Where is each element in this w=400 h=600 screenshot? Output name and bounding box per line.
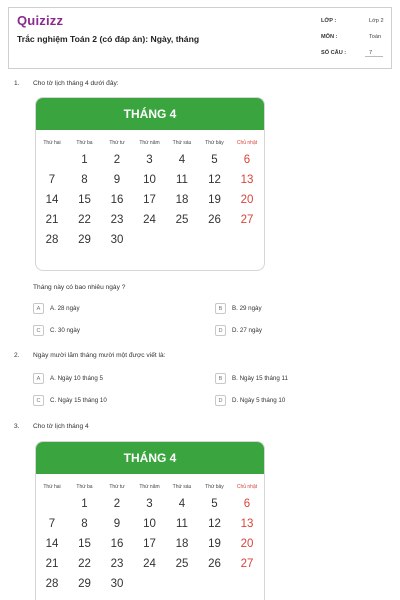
calendar-day: 8 xyxy=(81,518,88,530)
calendar-day: 13 xyxy=(240,518,254,530)
calendar-day: 18 xyxy=(175,194,189,206)
worksheet-meta xyxy=(321,14,391,62)
question-2-number: 2. xyxy=(14,352,20,359)
meta-class-label: LỚP : xyxy=(321,18,337,24)
calendar-april-1 xyxy=(35,97,265,271)
calendar-day: 6 xyxy=(243,154,251,166)
meta-count-row xyxy=(321,46,391,62)
calendar-day: 13 xyxy=(240,174,254,186)
q1-option-c[interactable] xyxy=(33,325,80,336)
q2-option-d-text: D. Ngày 5 tháng 10 xyxy=(232,397,286,404)
calendar-day: 14 xyxy=(45,194,59,206)
weekday-header: Thứ hai xyxy=(43,140,61,146)
q1-option-d-box[interactable]: D xyxy=(215,325,226,336)
calendar-day: 5 xyxy=(211,154,218,166)
question-3-number: 3. xyxy=(14,423,20,430)
q2-option-a-text: A. Ngày 10 tháng 5 xyxy=(50,375,103,382)
calendar-day: 5 xyxy=(211,498,218,510)
calendar-title: THÁNG 4 xyxy=(36,442,264,474)
calendar-day: 6 xyxy=(243,498,251,510)
calendar-day: 24 xyxy=(143,558,156,570)
calendar-day: 19 xyxy=(208,194,221,206)
calendar-day: 30 xyxy=(110,234,124,246)
meta-class-row xyxy=(321,14,391,30)
q2-option-a[interactable] xyxy=(33,373,103,384)
calendar-day: 10 xyxy=(143,174,156,186)
calendar-day: 7 xyxy=(48,174,56,186)
calendar-title: THÁNG 4 xyxy=(36,98,264,130)
calendar-day: 12 xyxy=(208,174,221,186)
calendar-day: 23 xyxy=(110,214,124,226)
meta-class-value: Lớp 2 xyxy=(369,18,384,24)
weekday-header: Thứ bảy xyxy=(205,484,224,490)
calendar-day: 26 xyxy=(208,558,221,570)
worksheet-header xyxy=(8,7,392,69)
calendar-day: 8 xyxy=(81,174,88,186)
calendar-day: 7 xyxy=(48,518,56,530)
calendar-day: 22 xyxy=(78,214,91,226)
calendar-day: 4 xyxy=(178,498,186,510)
meta-count-label: SỐ CÂU : xyxy=(321,50,347,56)
calendar-day: 16 xyxy=(110,194,124,206)
calendar-day: 20 xyxy=(240,194,254,206)
weekday-header: Thứ năm xyxy=(139,140,160,146)
calendar-day: 3 xyxy=(146,498,153,510)
calendar-day: 12 xyxy=(208,518,221,530)
calendar-day: 11 xyxy=(176,174,188,186)
question-2-text: Ngày mười lăm tháng mười một được viết là: xyxy=(33,352,166,359)
q2-option-b-box[interactable]: B xyxy=(215,373,226,384)
calendar-day: 30 xyxy=(110,578,124,590)
weekday-header: Thứ sáu xyxy=(172,484,192,490)
q2-option-b[interactable] xyxy=(215,373,288,384)
q1-option-c-box[interactable]: C xyxy=(33,325,44,336)
calendar-day: 25 xyxy=(175,214,189,226)
calendar-day: 11 xyxy=(176,518,188,530)
q2-option-c[interactable] xyxy=(33,395,107,406)
calendar-april-2 xyxy=(35,441,265,600)
q1-option-a-box[interactable]: A xyxy=(33,303,44,314)
calendar-day: 29 xyxy=(78,234,91,246)
weekday-header: Thứ sáu xyxy=(172,140,192,146)
q1-option-b-text: B. 29 ngày xyxy=(232,305,262,312)
calendar-day: 2 xyxy=(113,498,121,510)
q1-option-b[interactable] xyxy=(215,303,262,314)
q1-option-b-box[interactable]: B xyxy=(215,303,226,314)
question-1-followup: Tháng này có bao nhiêu ngày ? xyxy=(33,284,126,291)
calendar-day: 15 xyxy=(78,538,91,550)
weekday-header: Thứ ba xyxy=(76,140,93,146)
calendar-day: 4 xyxy=(178,154,186,166)
calendar-day: 15 xyxy=(78,194,91,206)
meta-count-value: 7 xyxy=(365,50,383,57)
weekday-header: Thứ ba xyxy=(76,484,93,490)
question-1-number: 1. xyxy=(14,80,20,87)
calendar-day: 2 xyxy=(113,154,121,166)
calendar-day: 18 xyxy=(175,538,189,550)
q1-option-d-text: D. 27 ngày xyxy=(232,327,262,334)
calendar-day: 28 xyxy=(45,234,59,246)
calendar-day: 22 xyxy=(78,558,91,570)
calendar-day: 25 xyxy=(175,558,189,570)
calendar-day: 29 xyxy=(78,578,91,590)
weekday-header: Thứ hai xyxy=(43,484,61,490)
meta-subject-value: Toán xyxy=(369,34,382,40)
weekday-header: Thứ bảy xyxy=(205,140,224,146)
q1-option-a-text: A. 28 ngày xyxy=(50,305,80,312)
q1-option-a[interactable] xyxy=(33,303,80,314)
q2-option-a-box[interactable]: A xyxy=(33,373,44,384)
q2-option-c-box[interactable]: C xyxy=(33,395,44,406)
calendar-day: 23 xyxy=(110,558,124,570)
calendar-day: 3 xyxy=(146,154,153,166)
question-3-text: Cho tờ lịch tháng 4 xyxy=(33,423,89,430)
calendar-day: 21 xyxy=(45,214,59,226)
calendar-day: 27 xyxy=(240,558,254,570)
worksheet-title: Trắc nghiệm Toán 2 (có đáp án): Ngày, tháng xyxy=(17,34,200,44)
calendar-day: 17 xyxy=(143,194,156,206)
q2-option-d-box[interactable]: D xyxy=(215,395,226,406)
calendar-day: 10 xyxy=(143,518,156,530)
calendar-day: 21 xyxy=(45,558,59,570)
weekday-header: Chủ nhật xyxy=(236,140,258,146)
calendar-day: 19 xyxy=(208,538,221,550)
weekday-header: Thứ tư xyxy=(109,140,125,146)
meta-subject-label: MÔN : xyxy=(321,34,338,40)
calendar-day: 20 xyxy=(240,538,254,550)
meta-subject-row xyxy=(321,30,391,46)
question-1-text: Cho tờ lịch tháng 4 dưới đây: xyxy=(33,80,119,87)
calendar-day: 17 xyxy=(143,538,156,550)
calendar-day: 9 xyxy=(113,518,121,530)
quizizz-logo: Quizizz xyxy=(17,13,64,28)
weekday-header: Thứ tư xyxy=(109,484,125,490)
q2-option-b-text: B. Ngày 15 tháng 11 xyxy=(232,375,288,382)
weekday-header: Chủ nhật xyxy=(236,484,258,490)
calendar-day: 16 xyxy=(110,538,124,550)
calendar-day: 9 xyxy=(113,174,121,186)
calendar-day: 1 xyxy=(81,498,88,510)
q1-option-c-text: C. 30 ngày xyxy=(50,327,80,334)
calendar-day: 24 xyxy=(143,214,156,226)
calendar-day: 1 xyxy=(81,154,88,166)
calendar-day: 26 xyxy=(208,214,221,226)
weekday-header: Thứ năm xyxy=(139,484,160,490)
q2-option-d[interactable] xyxy=(215,395,285,406)
q1-option-d[interactable] xyxy=(215,325,262,336)
calendar-day: 14 xyxy=(45,538,59,550)
calendar-day: 28 xyxy=(45,578,59,590)
calendar-day: 27 xyxy=(240,214,254,226)
q2-option-c-text: C. Ngày 15 tháng 10 xyxy=(50,397,107,404)
